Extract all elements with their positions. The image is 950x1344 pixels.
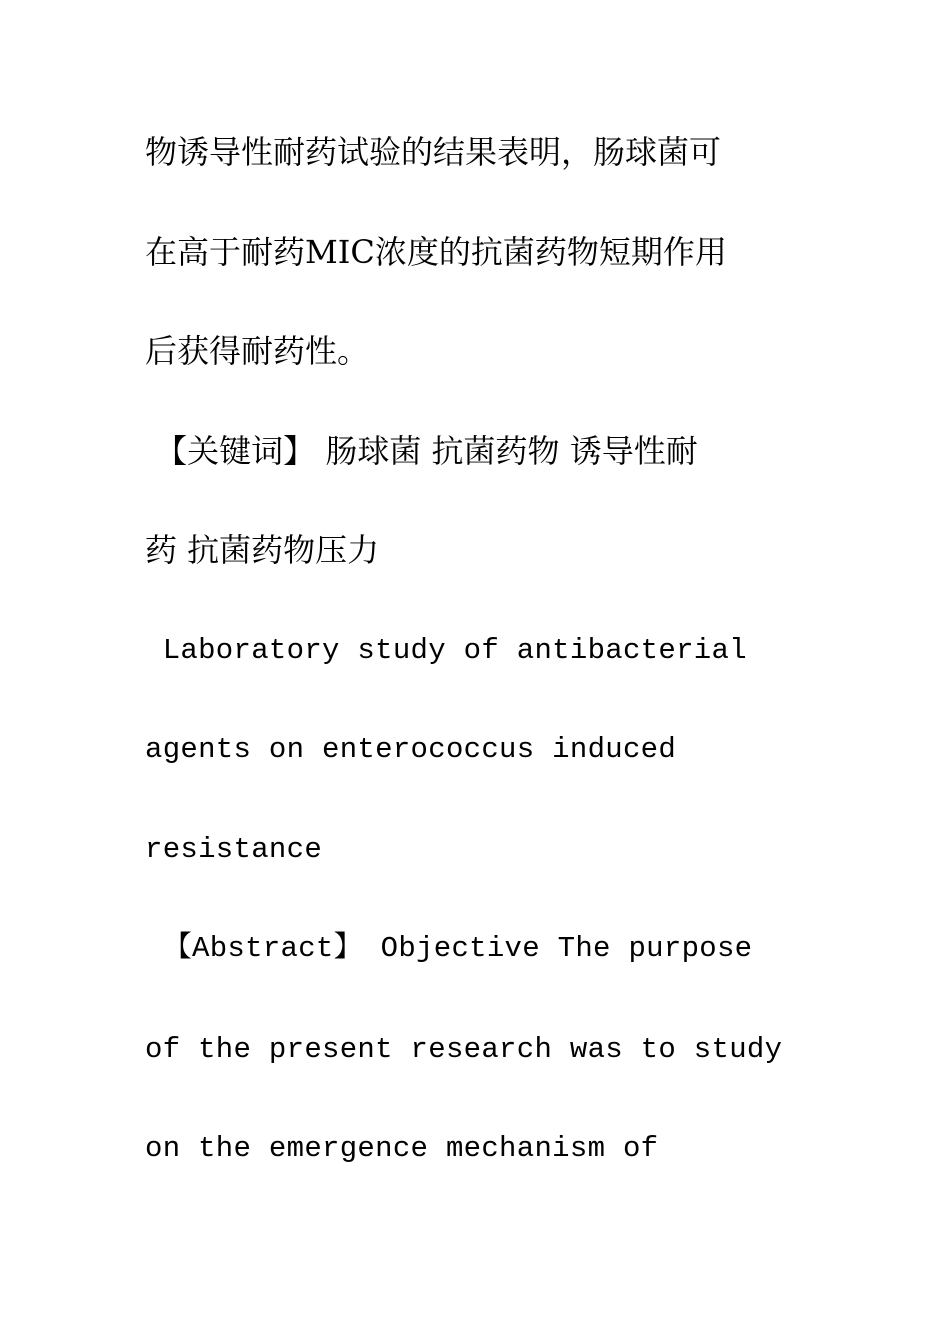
english-title-line-3: resistance	[145, 833, 323, 866]
english-title-line-1: Laboratory study of antibacterial	[145, 634, 747, 667]
abstract-heading-line: 【Abstract】 Objective The purpose	[145, 932, 753, 965]
text-line-1: 物诱导性耐药试验的结果表明，肠球菌可	[145, 133, 722, 171]
keywords-line: 【关键词】 肠球菌 抗菌药物 诱导性耐	[145, 432, 698, 470]
abstract-line-3: on the emergence mechanism of	[145, 1132, 659, 1165]
text-line-3: 后获得耐药性。	[145, 332, 370, 370]
text-line-2: 在高于耐药MIC浓度的抗菌药物短期作用	[145, 233, 727, 271]
abstract-line-2: of the present research was to study	[145, 1033, 783, 1066]
english-title-line-2: agents on enterococcus induced	[145, 733, 677, 766]
keywords-line-continued: 药 抗菌药物压力	[145, 531, 380, 569]
